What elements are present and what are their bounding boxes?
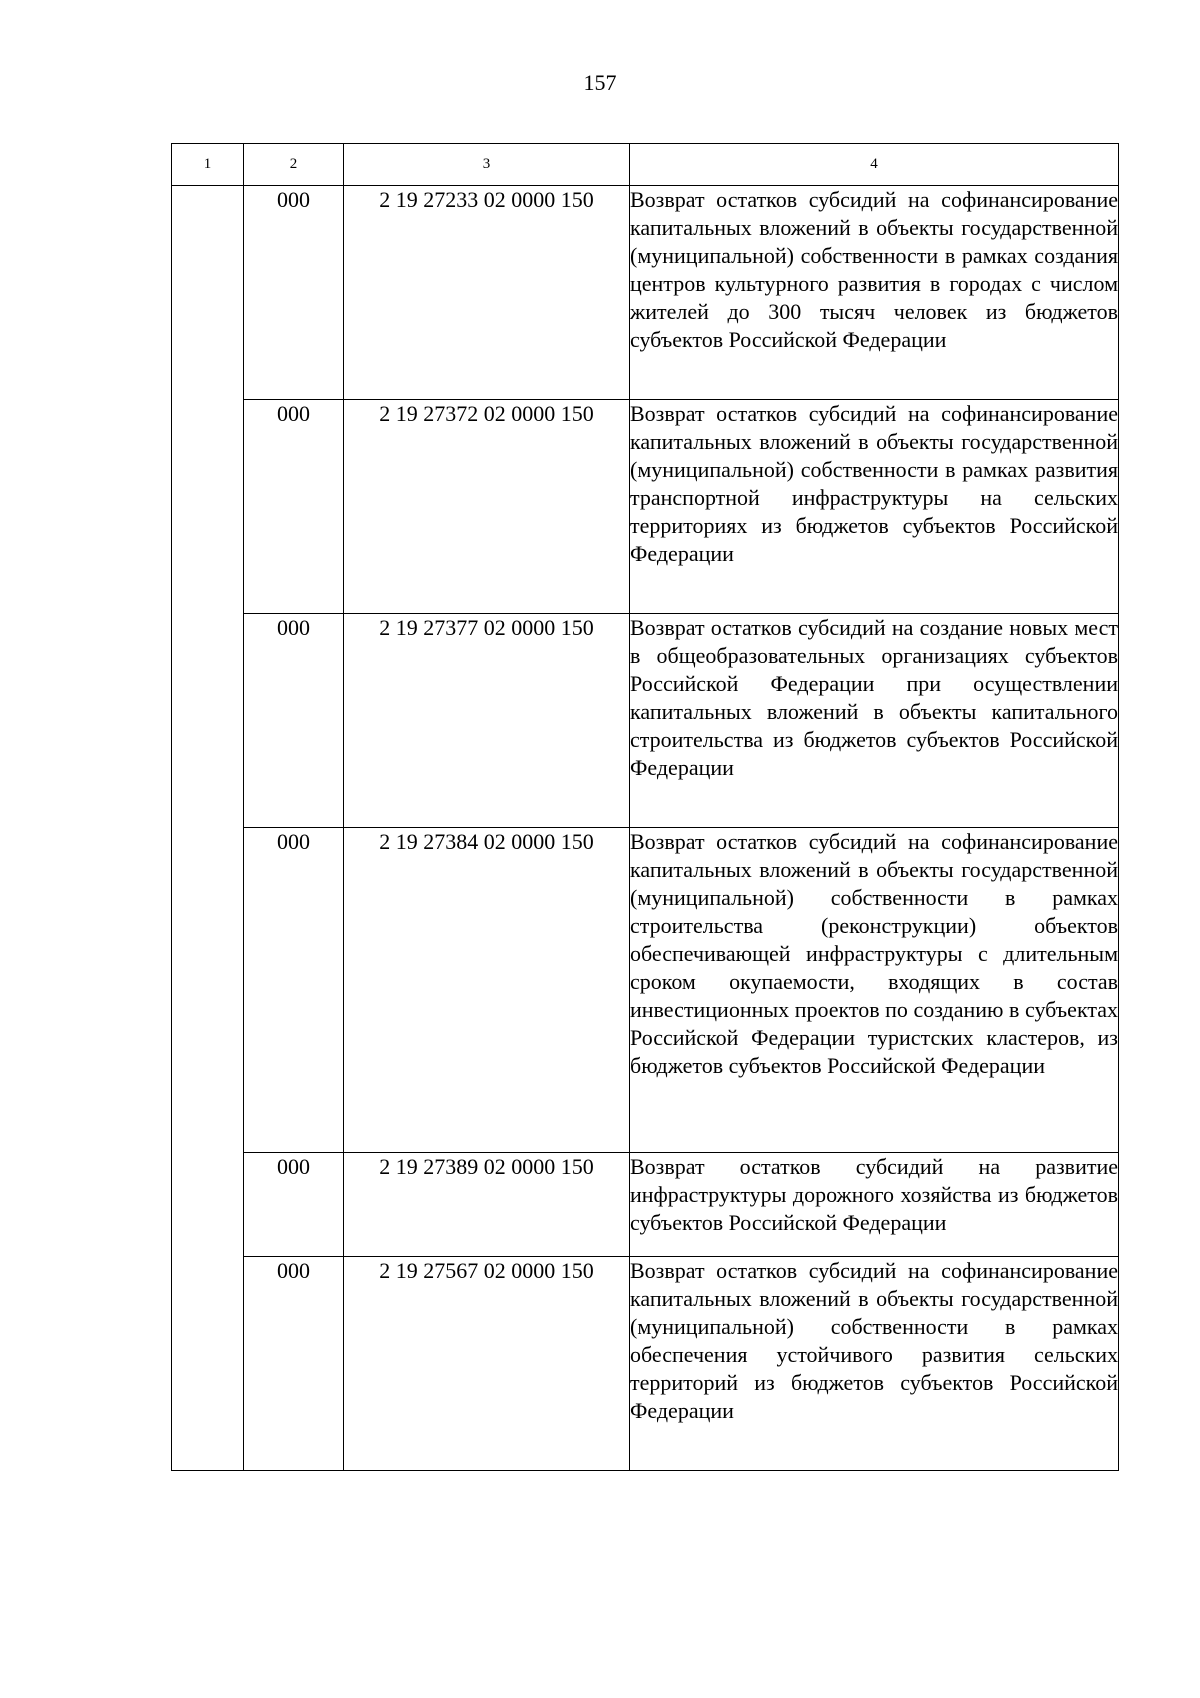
description-cell: Возврат остатков субсидий на развитие инфраструктуры дорожного хозяйства из бюджетов субъектов Российской Федерации	[630, 1153, 1119, 1257]
description-cell: Возврат остатков субсидий на софинансирование капитальных вложений в объекты государственной (муниципальной) собственности в рамках развития транспортной инфраструктуры на сельских территориях из бюджетов субъектов Российской Федерации	[630, 400, 1119, 614]
kbk-code-cell: 2 19 27384 02 0000 150	[344, 828, 630, 1153]
admin-code-cell: 000	[244, 400, 344, 614]
header-col-1: 1	[172, 144, 244, 186]
table-row	[172, 828, 1119, 1153]
kbk-code-cell: 2 19 27567 02 0000 150	[344, 1257, 630, 1471]
table-row	[172, 400, 1119, 614]
page-number: 157	[583, 70, 617, 95]
table-row	[172, 186, 1119, 400]
kbk-code-cell: 2 19 27389 02 0000 150	[344, 1153, 630, 1257]
admin-code-cell: 000	[244, 614, 344, 828]
description-cell: Возврат остатков субсидий на софинансирование капитальных вложений в объекты государственной (муниципальной) собственности в рамках строительства (реконструкции) объектов обеспечивающей инфраструктуры с длительным сроком окупаемости, входящих в состав инвестиционных проектов по созданию в субъектах Российской Федерации туристских кластеров, из бюджетов субъектов Российской Федерации	[630, 828, 1119, 1153]
table-header-row	[172, 144, 1119, 186]
admin-code-cell: 000	[244, 828, 344, 1153]
admin-code-cell: 000	[244, 1153, 344, 1257]
header-col-2: 2	[244, 144, 344, 186]
table-row	[172, 614, 1119, 828]
table-row	[172, 1257, 1119, 1471]
description-cell: Возврат остатков субсидий на софинансирование капитальных вложений в объекты государственной (муниципальной) собственности в рамках создания центров культурного развития в городах с числом жителей до 300 тысяч человек из бюджетов субъектов Российской Федерации	[630, 186, 1119, 400]
kbk-code-cell: 2 19 27377 02 0000 150	[344, 614, 630, 828]
budget-classification-table	[171, 143, 1119, 1471]
admin-code-cell: 000	[244, 1257, 344, 1471]
table-row	[172, 1153, 1119, 1257]
kbk-code-cell: 2 19 27233 02 0000 150	[344, 186, 630, 400]
header-col-3: 3	[344, 144, 630, 186]
description-cell: Возврат остатков субсидий на создание новых мест в общеобразовательных организациях субъектов Российской Федерации при осуществлении капитальных вложений в объекты капитального строительства из бюджетов субъектов Российской Федерации	[630, 614, 1119, 828]
col1-empty-cell	[172, 186, 244, 1471]
description-cell: Возврат остатков субсидий на софинансирование капитальных вложений в объекты государственной (муниципальной) собственности в рамках обеспечения устойчивого развития сельских территорий из бюджетов субъектов Российской Федерации	[630, 1257, 1119, 1471]
header-col-4: 4	[630, 144, 1119, 186]
admin-code-cell: 000	[244, 186, 344, 400]
kbk-code-cell: 2 19 27372 02 0000 150	[344, 400, 630, 614]
